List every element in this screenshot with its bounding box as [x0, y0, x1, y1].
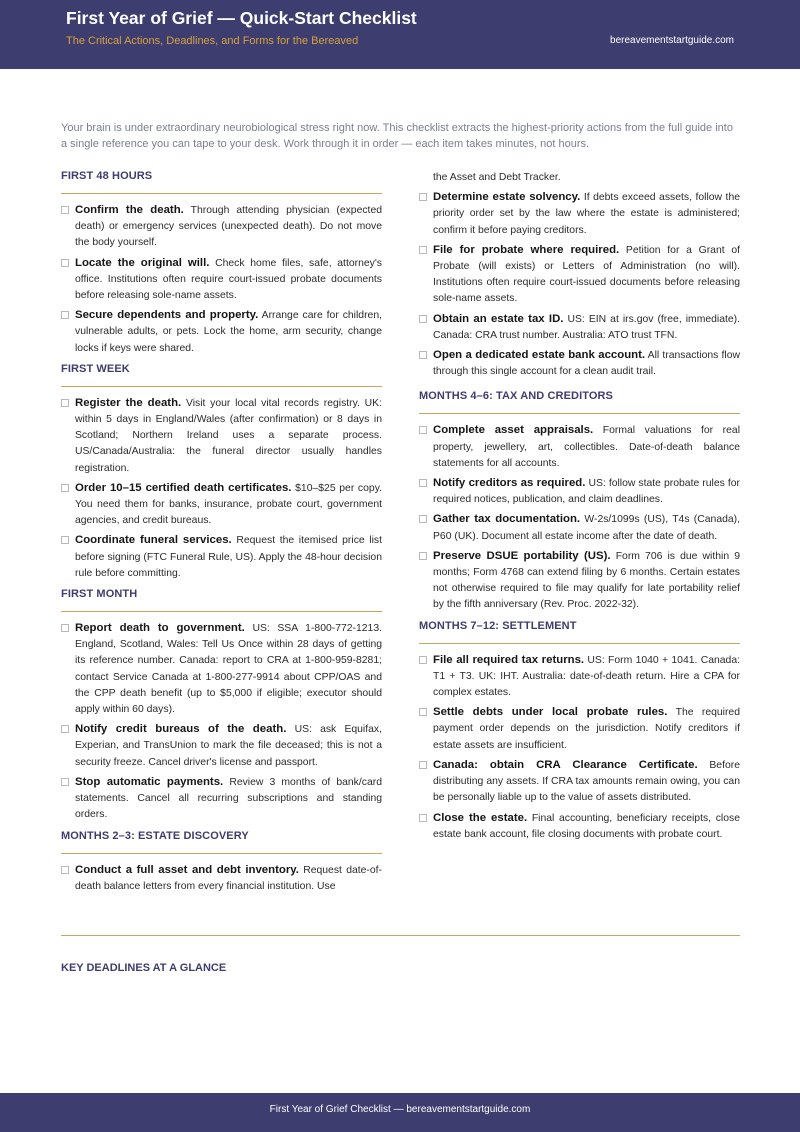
item-lead: Canada: obtain CRA Clearance Certificate. [433, 758, 698, 771]
item-text: US: follow state probate rules for required notices, publication, and claim deadlines. [433, 478, 740, 506]
item-text: Form 706 is due within 9 months; Form 4768 can extend filing by 6 months. Certain estates not otherwise required to file may qualify for late portability relief by the fifth anniversary (Rev. Proc. 2022-32). [433, 550, 740, 611]
page-title: First Year of Grief — Quick-Start Checklist [66, 8, 417, 28]
checkbox[interactable] [419, 761, 427, 769]
item-lead: Stop automatic payments. [75, 775, 224, 788]
checkbox[interactable] [61, 259, 69, 267]
checklist-item [61, 774, 382, 824]
checklist-section [61, 588, 382, 823]
checklist-item [419, 347, 740, 380]
checkbox[interactable] [419, 193, 427, 201]
checkbox[interactable] [419, 656, 427, 664]
item-lead: Order 10–15 certified death certificates. [75, 481, 292, 494]
item-text: W-2s/1099s (US), T4s (Canada), P60 (UK). Document all estate income after the date of death. [433, 514, 740, 542]
checkbox[interactable] [61, 206, 69, 214]
checkbox[interactable] [419, 351, 427, 359]
item-lead: Settle debts under local probate rules. [433, 706, 668, 719]
item-text: The required payment order depends on the jurisdiction. Notify creditors if estate assets are insufficient. [433, 707, 740, 751]
section-heading: FIRST WEEK [61, 363, 382, 387]
section-divider [61, 935, 740, 936]
checklist-item [61, 862, 382, 895]
checklist-item [419, 810, 740, 843]
item-lead: Secure dependents and property. [75, 309, 259, 322]
checkbox[interactable] [61, 725, 69, 733]
continued-text: the Asset and Debt Tracker. [433, 172, 561, 183]
item-text: US: Form 1040 + 1041. Canada: T1 + T3. UK: IHT. Australia: date-of-death return. Hire a CPA for complex estates. [433, 654, 740, 699]
right-column [419, 170, 740, 849]
checklist-section [61, 363, 382, 582]
item-text: Arrange care for children, vulnerable adults, or pets. Lock the home, arm security, change locks if keys were shared. [75, 310, 382, 354]
item-lead: Conduct a full asset and debt inventory. [75, 863, 299, 876]
checklist-item [61, 532, 382, 582]
checklist-item [61, 620, 382, 718]
item-text: Final accounting, beneficiary receipts, close estate bank account, file closing documents with probate court. [433, 812, 740, 840]
checklist-item [61, 202, 382, 252]
checkbox[interactable] [419, 814, 427, 822]
section-heading: MONTHS 2–3: ESTATE DISCOVERY [61, 830, 382, 854]
left-column [61, 170, 382, 901]
checklist-item [419, 511, 740, 544]
checklist-item [419, 475, 740, 508]
checkbox[interactable] [419, 552, 427, 560]
checklist-item [419, 652, 740, 702]
item-text: US: SSA 1-800-772-1213. England, Scotland, Wales: Tell Us Once within 28 days of getting its reference number. Canada: report to CRA at 1-800-959-8281; contact Service Canada at 1-800-277-9914 about CPP/OAS and the CPP death benefit (up to $5,000 if eligible; executor should apply within 60 days). [75, 623, 383, 716]
checklist-item [419, 757, 740, 807]
page-footer [0, 1093, 800, 1132]
checkbox[interactable] [61, 311, 69, 319]
item-text: US: EIN at irs.gov (free, immediate). Canada: CRA trust number. Australia: ATO trust TFN. [433, 313, 741, 341]
checkbox[interactable] [61, 778, 69, 786]
item-text: If debts exceed assets, follow the priority order set by the law where the estate is administered; confirm it before paying creditors. [433, 192, 740, 236]
item-lead: Register the death. [75, 396, 182, 409]
item-text: Check home files, safe, attorney's office. Institutions often require court-issued probate documents before releasing sole-name assets. [75, 257, 383, 302]
footer-text: First Year of Grief Checklist — bereavementstartguide.com [269, 1104, 531, 1115]
checkbox[interactable] [419, 515, 427, 523]
item-lead: Complete asset appraisals. [433, 424, 594, 437]
estate-discovery-continued [419, 189, 740, 380]
item-lead: Obtain an estate tax ID. [433, 312, 564, 325]
key-deadlines-heading: KEY DEADLINES AT A GLANCE [61, 962, 227, 974]
item-lead: Confirm the death. [75, 204, 184, 216]
section-heading: FIRST 48 HOURS [61, 170, 382, 194]
page-subtitle: The Critical Actions, Deadlines, and Forms for the Bereaved [66, 35, 359, 47]
checkbox[interactable] [419, 246, 427, 254]
checkbox[interactable] [419, 315, 427, 323]
item-text: Request date-of-death balance letters from every financial institution. Use [75, 864, 383, 892]
checklist-item [419, 704, 740, 754]
checkbox[interactable] [419, 479, 427, 487]
checkbox[interactable] [61, 484, 69, 492]
right-sections [419, 390, 740, 842]
checklist-item [61, 395, 382, 477]
item-lead: Locate the original will. [75, 256, 210, 269]
section-heading: FIRST MONTH [61, 588, 382, 612]
item-lead: Open a dedicated estate bank account. [433, 349, 646, 362]
checkbox[interactable] [61, 624, 69, 632]
checklist-item [61, 721, 382, 771]
checklist-section [419, 620, 740, 843]
item-lead: Gather tax documentation. [433, 513, 581, 526]
item-text: Request the itemised price list before signing (FTC Funeral Rule, US). Apply the 48-hour decision rule before committing. [75, 535, 383, 579]
item-text: Review 3 months of bank/card statements. Cancel all recurring subscriptions and standing orders. [75, 776, 382, 821]
checklist-item [61, 255, 382, 305]
checklist-item [419, 242, 740, 308]
page-header [0, 0, 800, 69]
item-lead: Notify creditors as required. [433, 477, 586, 490]
checklist-item [419, 189, 740, 239]
checklist-item [419, 422, 740, 472]
item-text: $10–$25 per copy. You need them for banks, insurance, probate court, government agencies, and credit bureaus. [75, 482, 383, 527]
item-lead: Coordinate funeral services. [75, 534, 232, 547]
item-text: Petition for a Grant of Probate (will exists) or Letters of Administration (no will). Institutions often require court-issued documents before releasing sole-name assets. [433, 244, 740, 305]
checkbox[interactable] [61, 399, 69, 407]
item-lead: Determine estate solvency. [433, 191, 581, 204]
item-lead: File for probate where required. [433, 243, 620, 256]
item-text: Through attending physician (expected death) or emergency services (unexpected death). Do not move the body yourself. [75, 205, 383, 249]
checklist-section [419, 390, 740, 613]
item-text: Formal valuations for real property, jewellery, art, collectibles. Date-of-death balance statements for all accounts. [433, 425, 741, 469]
checkbox[interactable] [61, 866, 69, 874]
item-lead: Report death to government. [75, 622, 245, 635]
header-site-link[interactable]: bereavementstartguide.com [610, 35, 734, 46]
checkbox[interactable] [419, 708, 427, 716]
checklist-item [419, 311, 740, 344]
checkbox[interactable] [419, 426, 427, 434]
item-text: Visit your local vital records registry. UK: within 5 days in England/Wales (after confirmation) or 8 days in Scotland; Northern Ireland uses a separate process. US/Canada/Australia: the funeral director usually handles registration. [75, 397, 382, 474]
item-lead: File all required tax returns. [433, 653, 585, 666]
item-text: US: ask Equifax, Experian, and TransUnion to mark the file deceased; this is not a security freeze. Cancel driver's license and passport. [75, 724, 382, 768]
checklist-item [419, 548, 740, 614]
item-text: All transactions flow through this single account for a clean audit trail. [433, 350, 740, 378]
checkbox[interactable] [61, 536, 69, 544]
checklist-section [61, 830, 382, 895]
item-text: Before distributing any assets. If CRA tax amounts remain owing, you can be personally liable up to the value of assets distributed. [433, 759, 740, 804]
item-lead: Preserve DSUE portability (US). [433, 549, 611, 562]
section-heading: MONTHS 7–12: SETTLEMENT [419, 620, 740, 644]
item-lead: Notify credit bureaus of the death. [75, 723, 287, 736]
checklist-item [61, 480, 382, 530]
section-heading: MONTHS 4–6: TAX AND CREDITORS [419, 390, 740, 414]
checklist-section [61, 170, 382, 357]
intro-paragraph: Your brain is under extraordinary neurobiological stress right now. This checklist extracts the highest-priority actions from the full guide into a single reference you can tape to your desk. Work through it in order — each item takes minutes, not hours. [61, 122, 733, 150]
item-lead: Close the estate. [433, 811, 528, 824]
checklist-item [61, 307, 382, 357]
